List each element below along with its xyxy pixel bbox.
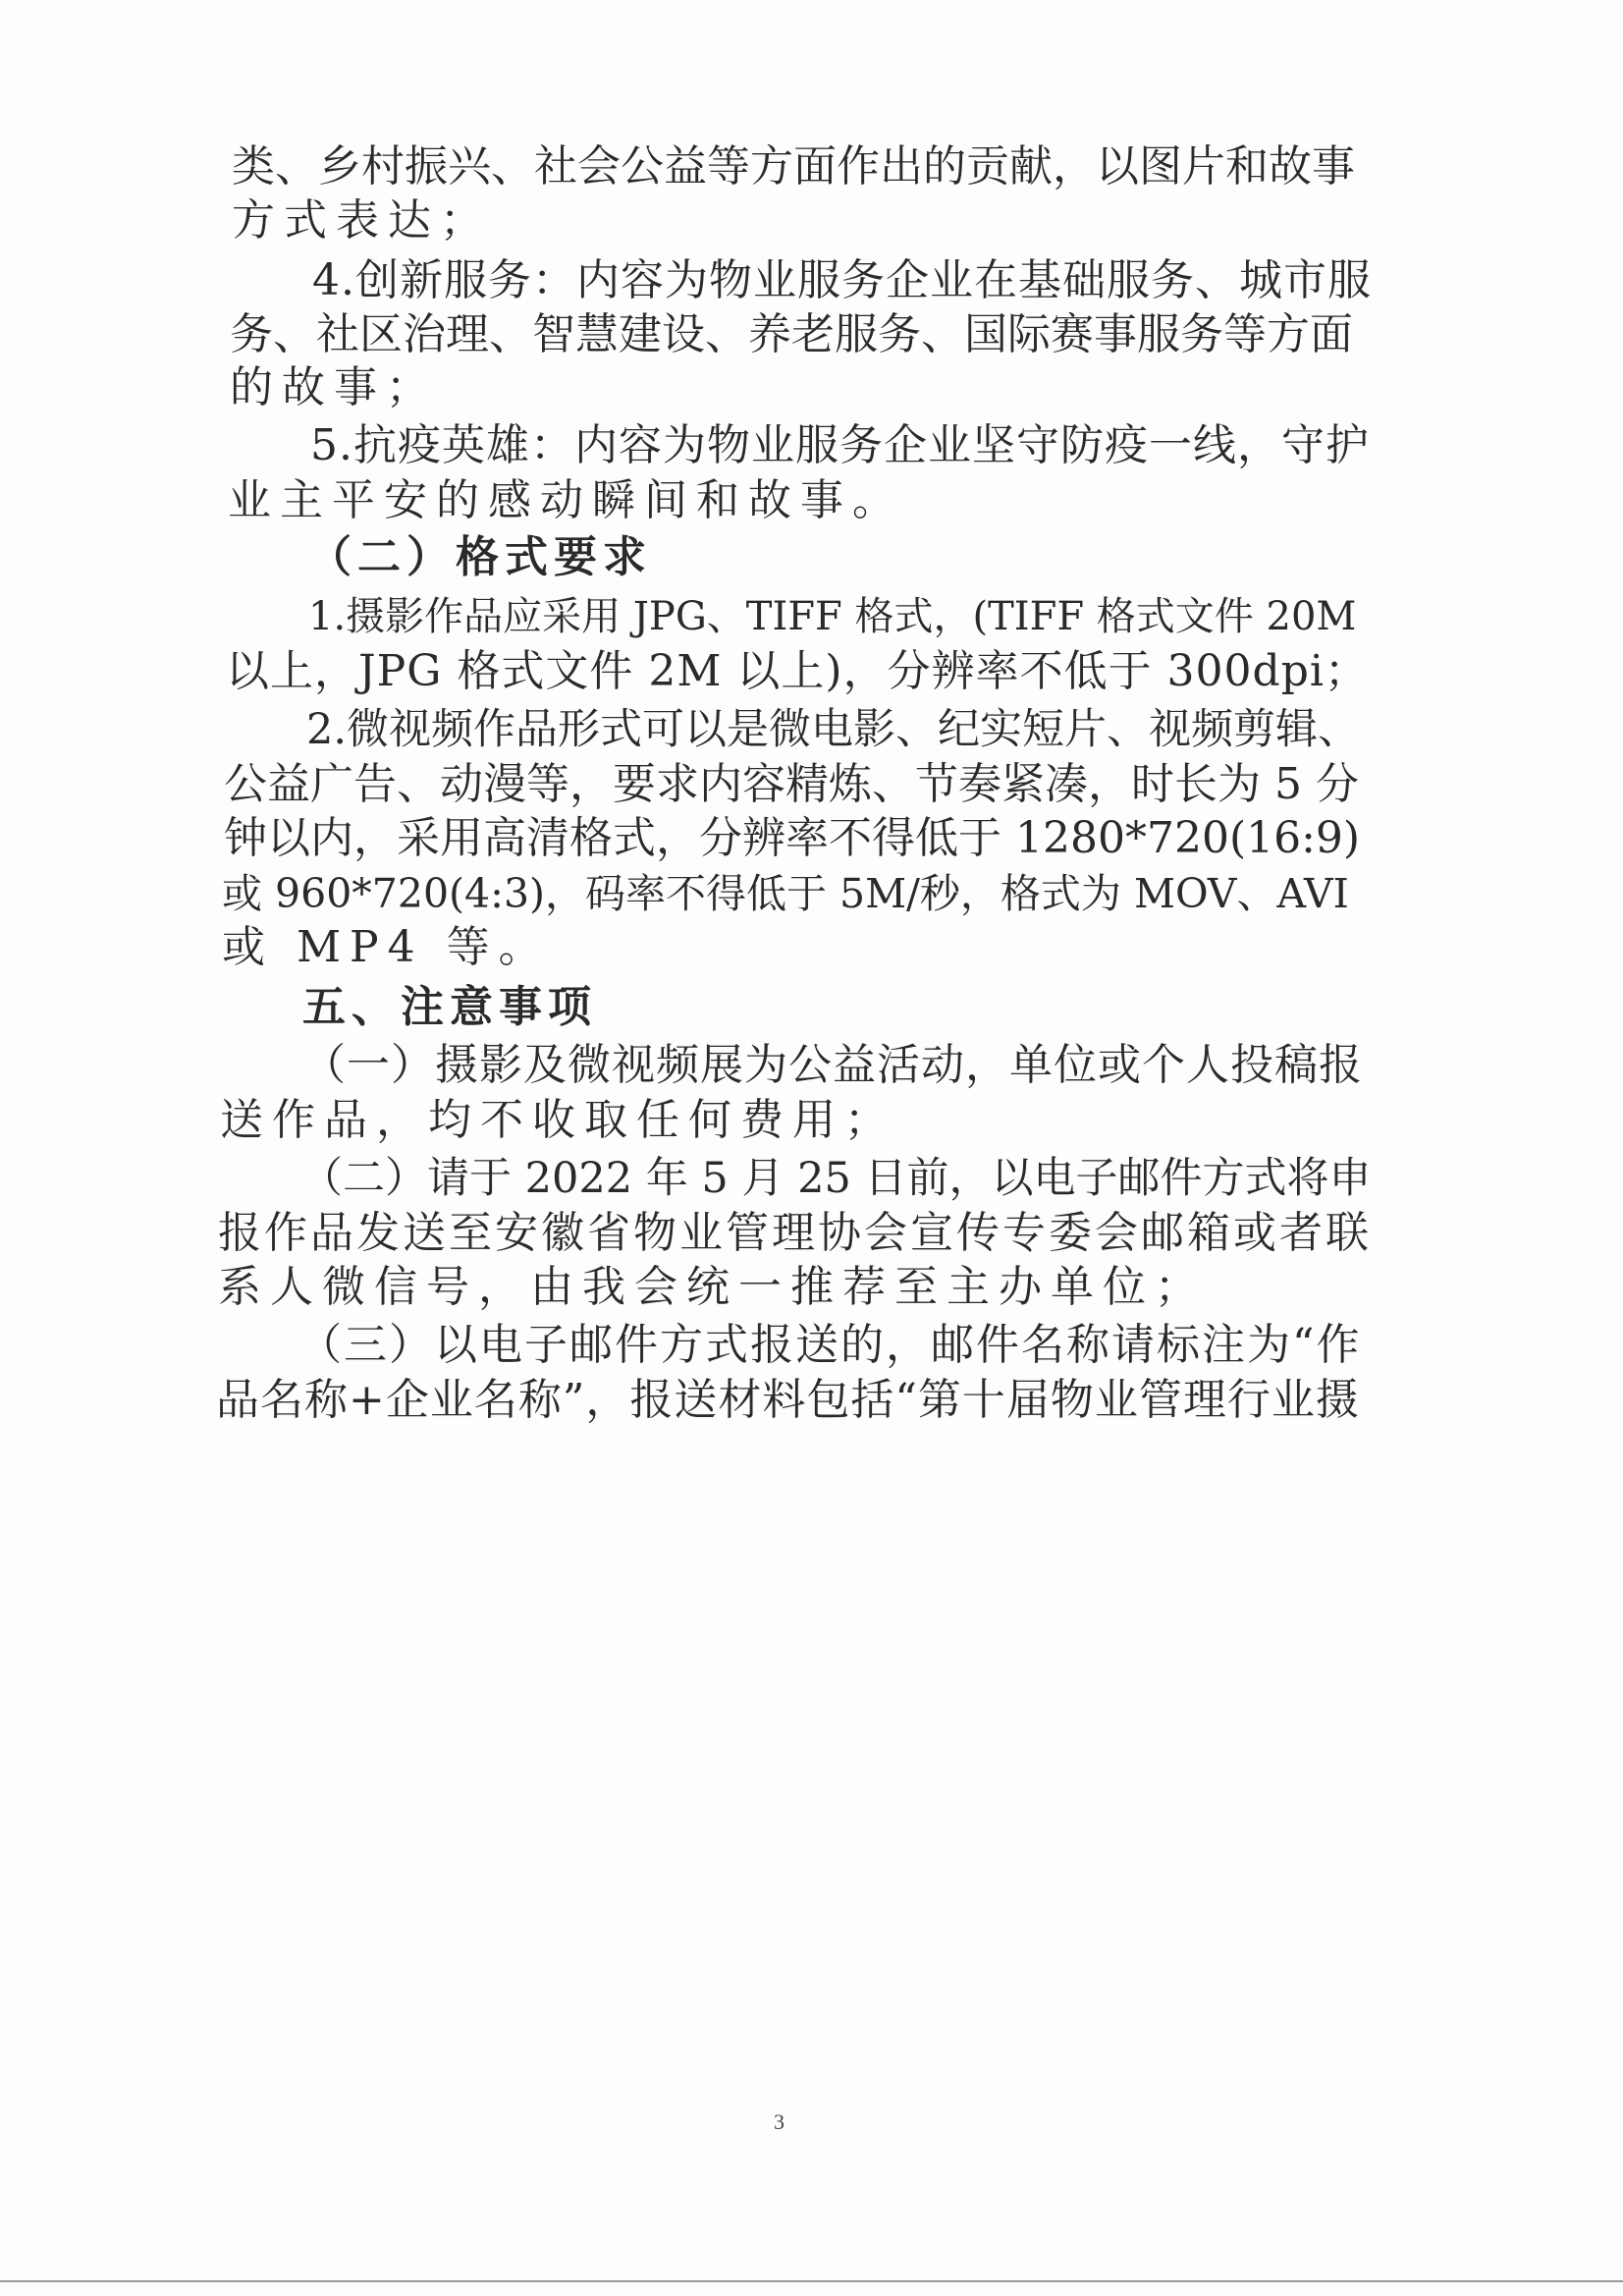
body-line-9: 1.摄影作品应采用 JPG、TIFF 格式，(TIFF 格式文件 20M: [308, 594, 1357, 639]
bottom-edge-rule: [0, 2280, 1623, 2282]
body-line-11: 2.微视频作品形式可以是微电影、纪实短片、视频剪辑、: [306, 705, 1361, 754]
body-line-14: 或 960*720(4:3)，码率不得低于 5M/秒，格式为 MOV、AVI: [222, 870, 1349, 917]
body-line-15: 或 MP4 等。: [222, 922, 551, 972]
body-line-1: 类、乡村振兴、社会公益等方面作出的贡献，以图片和故事: [232, 141, 1355, 191]
section-heading-format: （二）格式要求: [308, 532, 652, 582]
body-line-17: （一）摄影及微视频展为公益活动，单位或个人投稿报: [302, 1040, 1363, 1090]
body-line-2: 方式表达；: [232, 195, 492, 246]
body-line-7: 业主平安的感动瞬间和故事。: [228, 475, 904, 525]
body-line-21: 系人微信号，由我会统一推荐至主办单位；: [218, 1262, 1207, 1312]
body-line-22: （三）以电子邮件方式报送的，邮件名称请标注为“作: [298, 1320, 1362, 1370]
page-number: 3: [774, 2109, 784, 2134]
section-heading-notes: 五、注意事项: [302, 982, 597, 1032]
body-line-4: 务、社区治理、智慧建设、养老服务、国际赛事服务等方面: [230, 309, 1353, 359]
body-line-5: 的故事；: [230, 362, 438, 412]
body-line-23: 品名称+企业名称”，报送材料包括“第十届物业管理行业摄: [216, 1375, 1360, 1425]
body-line-20: 报作品发送至安徽省物业管理协会宣传专委会邮箱或者联: [218, 1208, 1372, 1258]
body-line-13: 钟以内，采用高清格式，分辨率不得低于 1280*720(16:9): [224, 813, 1361, 863]
body-line-6: 5.抗疫英雄：内容为物业服务企业坚守防疫一线，守护: [310, 420, 1370, 470]
body-line-19: （二）请于 2022 年 5 月 25 日前，以电子邮件方式将申: [300, 1154, 1372, 1203]
body-line-3: 4.创新服务：内容为物业服务企业在基础服务、城市服: [312, 255, 1372, 305]
body-line-12: 公益广告、动漫等，要求内容精炼、节奏紧凑，时长为 5 分: [224, 759, 1359, 809]
body-line-18: 送作品，均不收取任何费用；: [220, 1095, 896, 1145]
body-line-10: 以上，JPG 格式文件 2M 以上)，分辨率不低于 300dpi；: [226, 646, 1369, 696]
